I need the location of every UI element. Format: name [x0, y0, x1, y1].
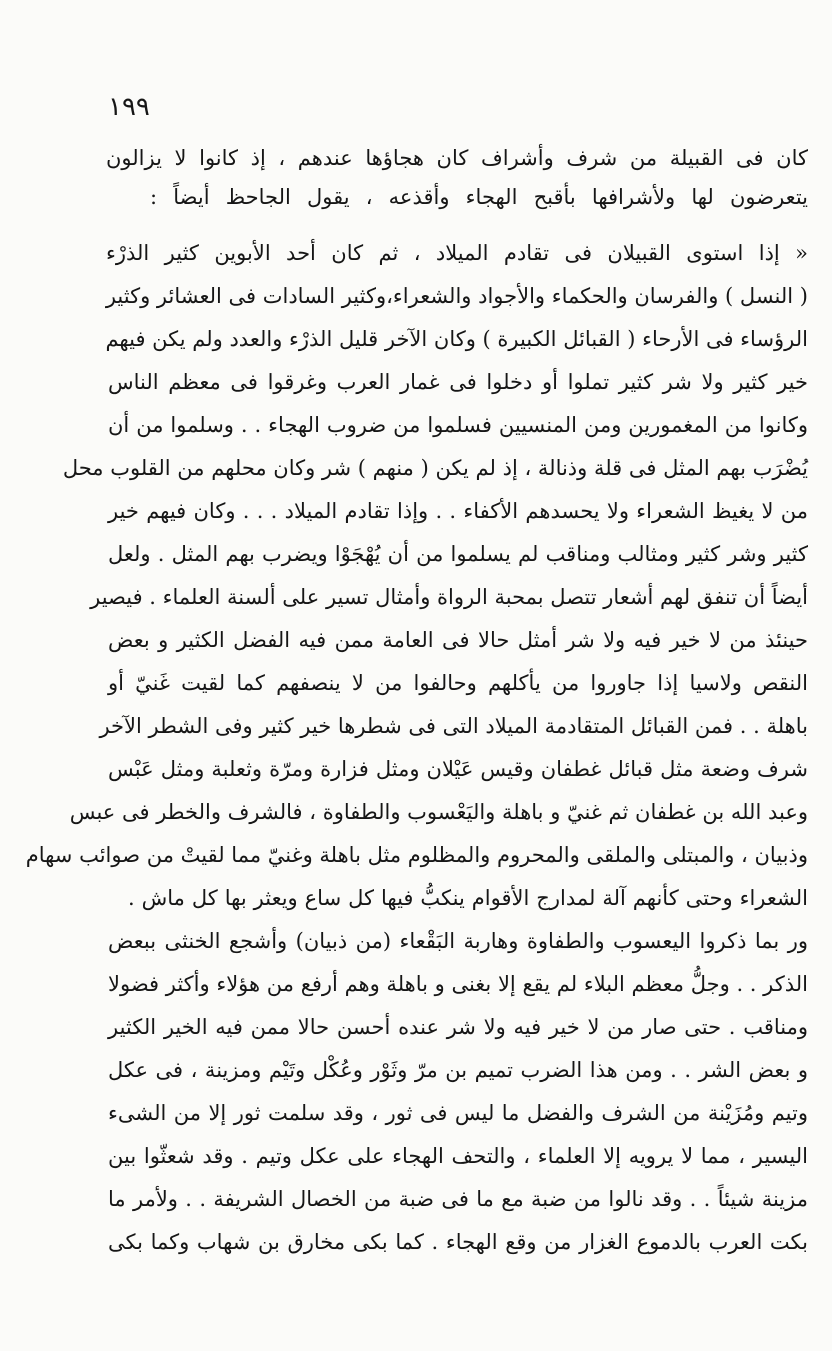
text-line: وتيم ومُزَيْنة من الشرف والفضل ما ليس فى ثور ، وقد سلمت ثور إلا من الشىء [108, 1101, 808, 1125]
text-line: الذكر . . وجلُّ معظم البلاء لم يقع إلا بغنى و باهلة وهم أرفع من هؤلاء وأكثر فضولا [108, 972, 808, 996]
text-line: ومناقب . حتى صار من لا خير فيه ولا شر عنده أحسن حالا ممن فيه الخير الكثير [108, 1015, 808, 1039]
text-line: يُضْرَب بهم المثل فى قلة وذنالة ، إذ لم يكن ( منهم ) شر وكان محلهم من القلوب محل [62, 456, 808, 480]
text-line: حينئذ من لا خير فيه ولا شر أمثل حالا فى العامة ممن فيه الفضل الكثير و بعض [108, 628, 808, 652]
text-line: خير كثير ولا شر كثير تملوا أو دخلوا فى غمار العرب وغرقوا فى معظم الناس [108, 370, 808, 394]
text-line: وذبيان ، والمبتلى والملقى والمحروم والمظلوم مثل باهلة وغنيّ مما لقيتْ من صوائب سهام [25, 843, 808, 867]
text-line: بكت العرب بالدموع الغزار من وقع الهجاء . كما بكى مخارق بن شهاب وكما بكى [108, 1230, 808, 1254]
text-line: مزينة شيئاً . . وقد نالوا من ضبة مع ما فى ضبة من الخصال الشريفة . . ولأمر ما [108, 1187, 808, 1211]
text-line: كان فى القبيلة من شرف وأشراف كان هجاؤها عندهم ، إذ كانوا لا يزالون [106, 146, 808, 170]
text-line: ( النسل ) والفرسان والحكماء والأجواد والشعراء،وكثير السادات فى العشائر وكثير [105, 284, 808, 308]
text-line: وكانوا من المغمورين ومن المنسيين فسلموا من ضروب الهجاء . . وسلموا من أن [108, 413, 808, 437]
text-line: يتعرضون لها ولأشرافها بأقبح الهجاء وأقذعه ، يقول الجاحظ أيضاً : [150, 185, 808, 209]
page-number: ١٩٩ [108, 92, 150, 122]
text-line: و بعض الشر . . ومن هذا الضرب تميم بن مرّ وثَوْر وعُكْل وتَيْم ومزينة ، فى عكل [108, 1058, 808, 1082]
text-line: وعبد الله بن غطفان ثم غنيّ و باهلة واليَعْسوب والطفاوة ، فالشرف والخطر فى عبس [69, 800, 808, 824]
text-line: « إذا استوى القبيلان فى تقادم الميلاد ، ثم كان أحد الأبوين كثير الذرْء [106, 241, 808, 265]
text-line: الرؤساء فى الأرحاء ( القبائل الكبيرة ) وكان الآخر قليل الذرْء والعدد ولم يكن فيهم [105, 327, 808, 351]
text-line: النقص ولاسيا إذا جاوروا من يأكلهم وحالفوا من لا ينصفهم كما لقيت غَنيّ أو [108, 671, 808, 695]
text-line: اليسير ، مما لا يرويه إلا العلماء ، والتحف الهجاء على عكل وتيم . وقد شعثّوا بين [108, 1144, 808, 1168]
text-line: باهلة . . فمن القبائل المتقادمة الميلاد التى فى شطرها خير كثير وفى الشطر الآخر [99, 714, 808, 738]
text-line: من لا يغيظ الشعراء ولا يحسدهم الأكفاء . . وإذا تقادم الميلاد . . . وكان فيهم خير [108, 499, 808, 523]
text-line: الشعراء وحتى كأنهم آلة لمدارج الأقوام ينكبُّ فيها كل ساع ويعثر بها كل ماش . [128, 886, 808, 910]
text-line: كثير وشر كثير ومثالب ومناقب لم يسلموا من أن يُهْجَوْا ويضرب بهم المثل . ولعل [108, 542, 808, 566]
text-line: أيضاً أن تنفق لهم أشعار تتصل بمحبة الرواة وأمثال تسير على ألسنة العلماء . فيصير [90, 585, 808, 609]
text-line: ور بما ذكروا اليعسوب والطفاوة وهاربة البَقْعاء (من ذبيان) وأشجع الخنثى ببعض [108, 929, 808, 953]
text-line: شرف وضعة مثل قبائل غطفان وقيس عَيْلان ومثل فزارة ومرّة وثعلبة ومثل عَبْس [108, 757, 808, 781]
